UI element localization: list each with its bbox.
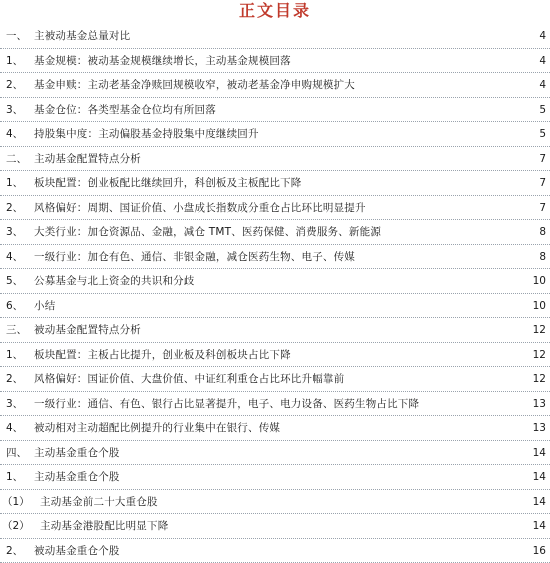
toc-entry-page-number: 7 bbox=[539, 201, 546, 215]
toc-entry[interactable] bbox=[0, 465, 550, 490]
toc-entry[interactable] bbox=[0, 73, 550, 98]
toc-entry-page-number: 14 bbox=[533, 470, 546, 484]
toc-entry-page-number: 4 bbox=[539, 78, 546, 92]
toc-entry[interactable] bbox=[0, 220, 550, 245]
toc-entry[interactable] bbox=[0, 49, 550, 74]
toc-entry[interactable] bbox=[0, 245, 550, 270]
toc-entry[interactable] bbox=[0, 122, 550, 147]
toc-entry-number: 6、 bbox=[6, 299, 23, 313]
toc-entry[interactable] bbox=[0, 392, 550, 417]
toc-entry-page-number: 7 bbox=[539, 152, 546, 166]
toc-entry-title[interactable]: 持股集中度：主动偏股基金持股集中度继续回升 bbox=[34, 127, 259, 141]
toc-entry[interactable] bbox=[0, 171, 550, 196]
toc-entry-title[interactable]: 风格偏好：国证价值、大盘价值、中证红利重仓占比环比升幅靠前 bbox=[34, 372, 344, 386]
toc-entry-page-number: 12 bbox=[533, 372, 546, 386]
toc-entry-number: 3、 bbox=[6, 397, 23, 411]
toc-entry-title[interactable]: 主动基金港股配比明显下降 bbox=[40, 519, 168, 533]
toc-entry-title[interactable]: 主动基金重仓个股 bbox=[34, 446, 120, 460]
toc-entry-page-number: 7 bbox=[539, 176, 546, 190]
toc-entry-title[interactable]: 一级行业：加仓有色、通信、非银金融，减仓医药生物、电子、传媒 bbox=[34, 250, 355, 264]
toc-entry-number: 2、 bbox=[6, 372, 23, 386]
toc-entry-title[interactable]: 主被动基金总量对比 bbox=[34, 29, 130, 43]
toc-entry-number: 5、 bbox=[6, 274, 23, 288]
toc-entry-page-number: 5 bbox=[539, 103, 546, 117]
toc-entry[interactable] bbox=[0, 147, 550, 172]
toc-entry-page-number: 8 bbox=[539, 250, 546, 264]
toc-entry-page-number: 14 bbox=[533, 446, 546, 460]
toc-entry-title[interactable]: 被动相对主动超配比例提升的行业集中在银行、传媒 bbox=[34, 421, 280, 435]
toc-entry-page-number: 4 bbox=[539, 54, 546, 68]
toc-entry-number: 3、 bbox=[6, 225, 23, 239]
toc-entry-page-number: 10 bbox=[533, 274, 546, 288]
toc-entry-page-number: 14 bbox=[533, 495, 546, 509]
toc-entry-page-number: 12 bbox=[533, 323, 546, 337]
toc-entry-number: （2） bbox=[2, 519, 30, 533]
toc-entry[interactable] bbox=[0, 441, 550, 466]
toc-entry-number: （1） bbox=[2, 495, 30, 509]
table-of-contents bbox=[0, 24, 550, 563]
toc-entry[interactable] bbox=[0, 490, 550, 515]
toc-entry-title[interactable]: 基金规模：被动基金规模继续增长，主动基金规模回落 bbox=[34, 54, 291, 68]
toc-entry-page-number: 4 bbox=[539, 29, 546, 43]
toc-entry-title[interactable]: 板块配置：主板占比提升，创业板及科创板块占比下降 bbox=[34, 348, 291, 362]
toc-entry-number: 1、 bbox=[6, 348, 23, 362]
page-title: 正文目录 bbox=[0, 1, 550, 21]
toc-entry[interactable] bbox=[0, 416, 550, 441]
toc-entry-page-number: 14 bbox=[533, 519, 546, 533]
toc-entry[interactable] bbox=[0, 196, 550, 221]
toc-entry-title[interactable]: 一级行业：通信、有色、银行占比显著提升，电子、电力设备、医药生物占比下降 bbox=[34, 397, 419, 411]
toc-entry[interactable] bbox=[0, 269, 550, 294]
toc-entry-page-number: 13 bbox=[533, 421, 546, 435]
toc-entry-number: 一、 bbox=[6, 29, 27, 43]
toc-entry-title[interactable]: 被动基金配置特点分析 bbox=[34, 323, 141, 337]
toc-entry-number: 2、 bbox=[6, 544, 23, 558]
toc-entry-title[interactable]: 板块配置：创业板配比继续回升，科创板及主板配比下降 bbox=[34, 176, 302, 190]
toc-entry-title[interactable]: 公募基金与北上资金的共识和分歧 bbox=[34, 274, 195, 288]
toc-entry-number: 2、 bbox=[6, 201, 23, 215]
toc-entry-page-number: 12 bbox=[533, 348, 546, 362]
toc-entry-page-number: 5 bbox=[539, 127, 546, 141]
toc-entry[interactable] bbox=[0, 539, 550, 563]
toc-entry-title[interactable]: 风格偏好：周期、国证价值、小盘成长指数成分重仓占比环比明显提升 bbox=[34, 201, 366, 215]
toc-entry-title[interactable]: 主动基金重仓个股 bbox=[34, 470, 120, 484]
toc-entry-title[interactable]: 基金仓位：各类型基金仓位均有所回落 bbox=[34, 103, 216, 117]
toc-entry-number: 三、 bbox=[6, 323, 27, 337]
toc-entry-page-number: 16 bbox=[533, 544, 546, 558]
toc-entry-title[interactable]: 大类行业：加仓资源品、金融，减仓 TMT、医药保健、消费服务、新能源 bbox=[34, 225, 381, 239]
toc-entry-number: 四、 bbox=[6, 446, 27, 460]
toc-entry-number: 1、 bbox=[6, 176, 23, 190]
toc-entry-number: 1、 bbox=[6, 470, 23, 484]
toc-entry-title[interactable]: 主动基金前二十大重仓股 bbox=[40, 495, 158, 509]
toc-entry-title[interactable]: 小结 bbox=[34, 299, 55, 313]
toc-entry[interactable] bbox=[0, 514, 550, 539]
toc-entry-number: 3、 bbox=[6, 103, 23, 117]
toc-entry[interactable] bbox=[0, 98, 550, 123]
toc-entry-page-number: 10 bbox=[533, 299, 546, 313]
toc-entry-title[interactable]: 主动基金配置特点分析 bbox=[34, 152, 141, 166]
toc-entry-number: 1、 bbox=[6, 54, 23, 68]
toc-entry[interactable] bbox=[0, 294, 550, 319]
toc-entry-number: 4、 bbox=[6, 421, 23, 435]
toc-entry[interactable] bbox=[0, 318, 550, 343]
toc-entry-title[interactable]: 被动基金重仓个股 bbox=[34, 544, 120, 558]
toc-entry-number: 二、 bbox=[6, 152, 27, 166]
toc-entry-page-number: 13 bbox=[533, 397, 546, 411]
toc-entry[interactable] bbox=[0, 367, 550, 392]
toc-entry-page-number: 8 bbox=[539, 225, 546, 239]
toc-entry-number: 2、 bbox=[6, 78, 23, 92]
toc-entry-title[interactable]: 基金申赎：主动老基金净赎回规模收窄，被动老基金净申购规模扩大 bbox=[34, 78, 355, 92]
toc-entry-number: 4、 bbox=[6, 250, 23, 264]
toc-entry[interactable] bbox=[0, 24, 550, 49]
toc-entry[interactable] bbox=[0, 343, 550, 368]
toc-entry-number: 4、 bbox=[6, 127, 23, 141]
